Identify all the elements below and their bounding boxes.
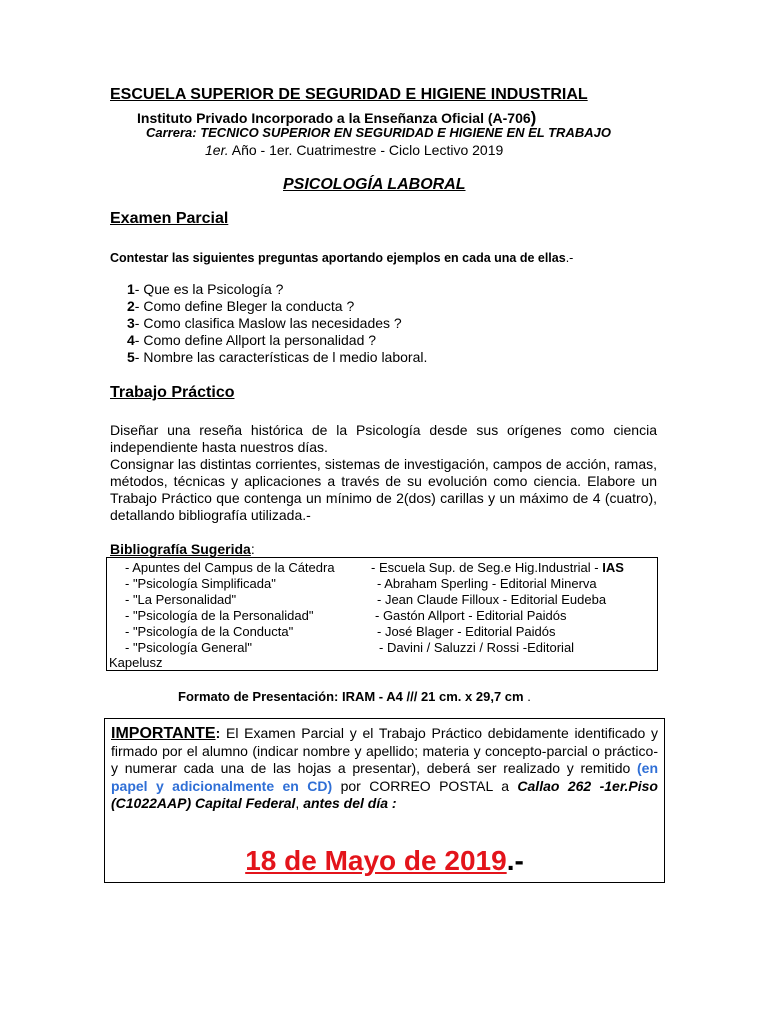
question-item <box>127 298 354 314</box>
question-number: 3 <box>127 315 135 331</box>
deadline-date: 18 de Mayo de 2019 <box>245 845 507 876</box>
question-text: - Nombre las características de l medio laboral. <box>134 349 428 365</box>
question-item <box>127 315 402 331</box>
cycle-rest: Año - 1er. Cuatrimestre - Ciclo Lectivo 2019 <box>228 142 504 158</box>
career-line: Carrera: TECNICO SUPERIOR EN SEGURIDAD E HIGIENE EN EL TRABAJO <box>146 125 611 140</box>
practical-work-paragraph-1: Diseñar una reseña histórica de la Psicología desde sus orígenes como ciencia independiente hasta nuestros días. <box>110 422 657 455</box>
bibliography-source: - Jean Claude Filloux - Editorial Eudeba <box>377 592 607 607</box>
school-title: ESCUELA SUPERIOR DE SEGURIDAD E HIGIENE INDUSTRIAL <box>110 86 588 103</box>
deadline <box>105 845 664 877</box>
format-text: Formato de Presentación: IRAM - A4 /// 21 cm. x 29,7 cm <box>178 689 524 704</box>
bibliography-source: - José Blager - Editorial Paidós <box>377 624 556 639</box>
important-notice-box <box>104 718 665 883</box>
bibliography-heading-label: Bibliografía Sugerida <box>110 541 251 557</box>
practical-work-heading: Trabajo Práctico <box>110 384 235 401</box>
bibliography-heading-colon: : <box>250 541 255 557</box>
question-item <box>127 349 427 365</box>
exam-instructions-text: Contestar las siguientes preguntas aportando ejemplos en cada una de ellas <box>110 251 566 265</box>
important-address: Callao 262 -1er.Piso (C1022AAP) Capital Federal <box>111 777 658 811</box>
important-body-1: El Examen Parcial y el Trabajo Práctico debidamente identificado y firmado por el alumno (indicar nombre y apellido; materia y concepto-parcial o práctico- y numerar cada una de las hojas a presentar), deberá ser realizado y remitido <box>111 725 658 776</box>
question-number: 2 <box>127 298 135 314</box>
bibliography-title: - "Psicología de la Personalidad" <box>125 608 314 623</box>
bibliography-title: - Apuntes del Campus de la Cátedra <box>125 560 335 575</box>
bibliography-title: - "Psicología General" <box>125 640 253 655</box>
bibliography-heading <box>110 541 255 557</box>
format-tail: . <box>523 689 531 704</box>
exam-instructions-tail: .- <box>565 251 574 265</box>
important-label: IMPORTANTE <box>111 725 216 742</box>
question-item <box>127 281 283 297</box>
important-colon: : <box>215 725 221 741</box>
question-number: 1 <box>127 281 135 297</box>
institute-text: Instituto Privado Incorporado a la Enseñanza Oficial (A-706 <box>137 110 531 126</box>
format-line <box>178 689 531 704</box>
important-body-2: por CORREO POSTAL a <box>332 777 518 794</box>
question-text: - Como clasifica Maslow las necesidades ? <box>134 315 402 331</box>
bibliography-title: - "La Personalidad" <box>125 592 237 607</box>
bibliography-source <box>371 560 624 575</box>
bibliography-source: - Abraham Sperling - Editorial Minerva <box>377 576 597 591</box>
question-text: - Que es la Psicología ? <box>134 281 284 297</box>
important-notice-text <box>111 725 658 813</box>
bibliography-source: - Gastón Allport - Editorial Paidós <box>375 608 567 623</box>
question-number: 4 <box>127 332 135 348</box>
bibliography-source-text: - Escuela Sup. de Seg.e Hig.Industrial - <box>371 560 603 575</box>
exam-heading: Examen Parcial <box>110 210 229 227</box>
subject-title: PSICOLOGÍA LABORAL <box>283 176 466 193</box>
bibliography-title: - "Psicología de la Conducta" <box>125 624 294 639</box>
cycle-year: 1er. <box>205 142 229 158</box>
institute-close-paren: ) <box>530 108 537 127</box>
important-before-date: antes del día : <box>303 795 397 811</box>
exam-instructions <box>110 251 573 265</box>
bibliography-title: - "Psicología Simplificada" <box>125 576 276 591</box>
bibliography-table <box>106 557 658 671</box>
question-text: - Como define Bleger la conducta ? <box>134 298 355 314</box>
practical-work-paragraph-2: Consignar las distintas corrientes, sistemas de investigación, campos de acción, ramas, métodos, técnicas y aplicaciones a través de su evolución como ciencia. Elabore un Trabajo Práctico que contenga un mínimo de 2(dos) carillas y un máximo de 4 (cuatro), detallando bibliografía utilizada.- <box>110 456 657 523</box>
important-highlight: (en papel y adicionalmente en CD) <box>111 760 658 794</box>
question-text: - Como define Allport la personalidad ? <box>134 332 377 348</box>
important-comma: , <box>295 795 304 811</box>
deadline-suffix: .- <box>506 845 524 876</box>
cycle-line <box>205 142 503 158</box>
bibliography-source: - Davini / Saluzzi / Rossi -Editorial <box>379 640 575 655</box>
question-item <box>127 332 376 348</box>
bibliography-wrap: Kapelusz <box>109 655 163 670</box>
question-number: 5 <box>127 349 135 365</box>
bibliography-source-bold: IAS <box>602 560 624 575</box>
